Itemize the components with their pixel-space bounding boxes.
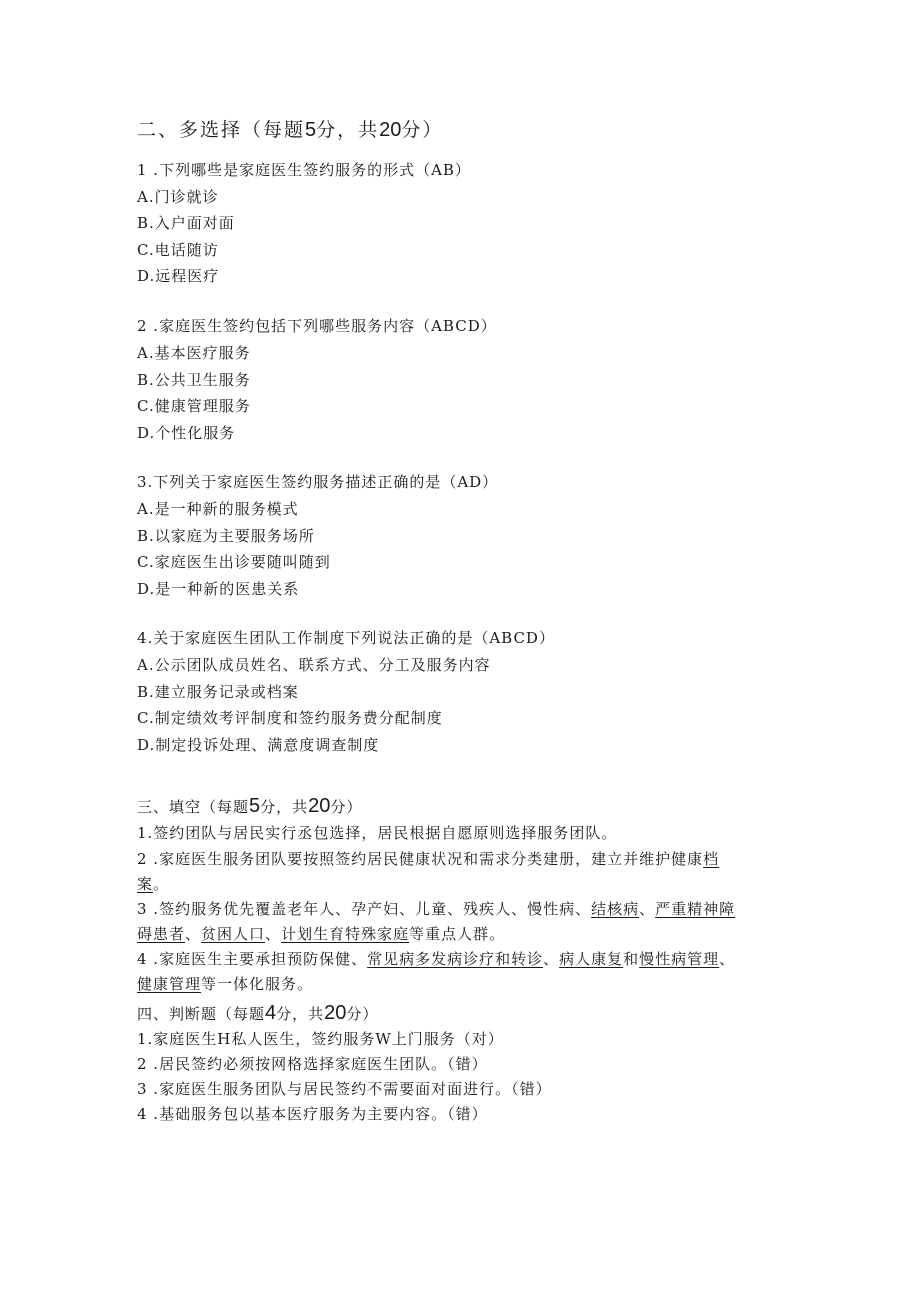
option: C.制定绩效考评制度和签约服务费分配制度 (137, 709, 443, 727)
heading-text: 分） (330, 798, 363, 816)
heading-text: 分） (401, 119, 444, 141)
heading-text: 二、多选择（每题 (137, 119, 306, 141)
heading-text: 分，共 (276, 1005, 325, 1023)
fill-text: 、 (639, 900, 656, 918)
option: A.是一种新的服务模式 (137, 500, 299, 518)
heading-score: 5 (249, 795, 261, 817)
question-2: 2 .家庭医生签约包括下列哪些服务内容（ABCD） (137, 317, 497, 335)
judge-item: 1.家庭医生H私人医生，签约服务W上门服务（对） (137, 1030, 504, 1048)
heading-text: 四、判断题（每题 (137, 1005, 266, 1023)
option: B.公共卫生服务 (137, 371, 251, 389)
fill-answer: 碍患者 (137, 925, 186, 943)
fill-text: 和 (623, 950, 640, 968)
fill-answer: 结核病 (591, 900, 640, 918)
option: C.家庭医生出诊要随叫随到 (137, 553, 331, 571)
heading-total: 20 (308, 795, 331, 817)
heading-total: 20 (324, 1002, 347, 1024)
fill-answer: 档 (703, 850, 720, 868)
fill-answer: 常见病多发病诊疗和转诊 (367, 950, 544, 968)
option: D.个性化服务 (137, 424, 236, 442)
heading-total: 20 (379, 119, 402, 141)
fill-item-4-cont (137, 974, 313, 994)
heading-text: 三、填空（每题 (137, 798, 250, 816)
fill-text: 3 .签约服务优先覆盖老年人、孕产妇、儿童、残疾人、慢性病、 (137, 900, 592, 918)
fill-text: 。 (153, 875, 170, 893)
option: D.是一种新的医患关系 (137, 580, 300, 598)
section-2-heading (137, 117, 443, 143)
option: A.基本医疗服务 (137, 344, 251, 362)
fill-item-1: 1.签约团队与居民实行丞包选择，居民根据自愿原则选择服务团队。 (137, 824, 618, 842)
option: D.制定投诉处理、满意度调查制度 (137, 736, 380, 754)
fill-answer: 案 (137, 875, 154, 893)
heading-text: 分） (346, 1005, 379, 1023)
fill-text: 、 (265, 925, 282, 943)
fill-item-3 (137, 899, 735, 919)
heading-score: 5 (305, 119, 317, 141)
fill-item-2 (137, 849, 719, 869)
option: C.电话随访 (137, 241, 219, 259)
fill-item-4 (137, 949, 735, 969)
option: D.远程医疗 (137, 267, 220, 285)
fill-answer: 计划生育特殊家庭 (281, 925, 410, 943)
judge-item: 2 .居民签约必须按网格选择家庭医生团队。（错） (137, 1055, 488, 1073)
judge-item: 4 .基础服务包以基本医疗服务为主要内容。（错） (137, 1105, 488, 1123)
section-3-heading (137, 796, 362, 817)
heading-text: 分，共 (316, 119, 380, 141)
option: A.门诊就诊 (137, 188, 219, 206)
question-4: 4.关于家庭医生团队工作制度下列说法正确的是（ABCD） (137, 629, 555, 647)
option: C.健康管理服务 (137, 397, 251, 415)
fill-text: 等重点人群。 (409, 925, 506, 943)
fill-answer: 病人康复 (559, 950, 624, 968)
fill-answer: 贫困人口 (201, 925, 266, 943)
question-3: 3.下列关于家庭医生签约服务描述正确的是（AD） (137, 473, 499, 491)
option: B.入户面对面 (137, 214, 235, 232)
fill-item-3-cont (137, 924, 505, 944)
fill-text: 、 (719, 950, 736, 968)
option: B.以家庭为主要服务场所 (137, 527, 315, 545)
fill-answer: 健康管理 (137, 975, 202, 993)
fill-answer: 严重精神障 (655, 900, 736, 918)
option: A.公示团队成员姓名、联系方式、分工及服务内容 (137, 656, 491, 674)
fill-text: 等一体化服务。 (201, 975, 314, 993)
option: B.建立服务记录或档案 (137, 683, 299, 701)
heading-text: 分，共 (260, 798, 309, 816)
fill-text: 、 (543, 950, 560, 968)
section-4-heading (137, 1003, 378, 1024)
fill-text: 、 (185, 925, 202, 943)
question-1: 1 .下列哪些是家庭医生签约服务的形式（AB） (137, 161, 471, 179)
fill-item-2-cont (137, 874, 169, 894)
fill-text: 4 .家庭医生主要承担预防保健、 (137, 950, 368, 968)
heading-score: 4 (265, 1002, 277, 1024)
fill-answer: 慢性病管理 (639, 950, 720, 968)
judge-item: 3 .家庭医生服务团队与居民签约不需要面对面进行。（错） (137, 1080, 552, 1098)
fill-text: 2 .家庭医生服务团队要按照签约居民健康状况和需求分类建册，建立并维护健康 (137, 850, 704, 868)
